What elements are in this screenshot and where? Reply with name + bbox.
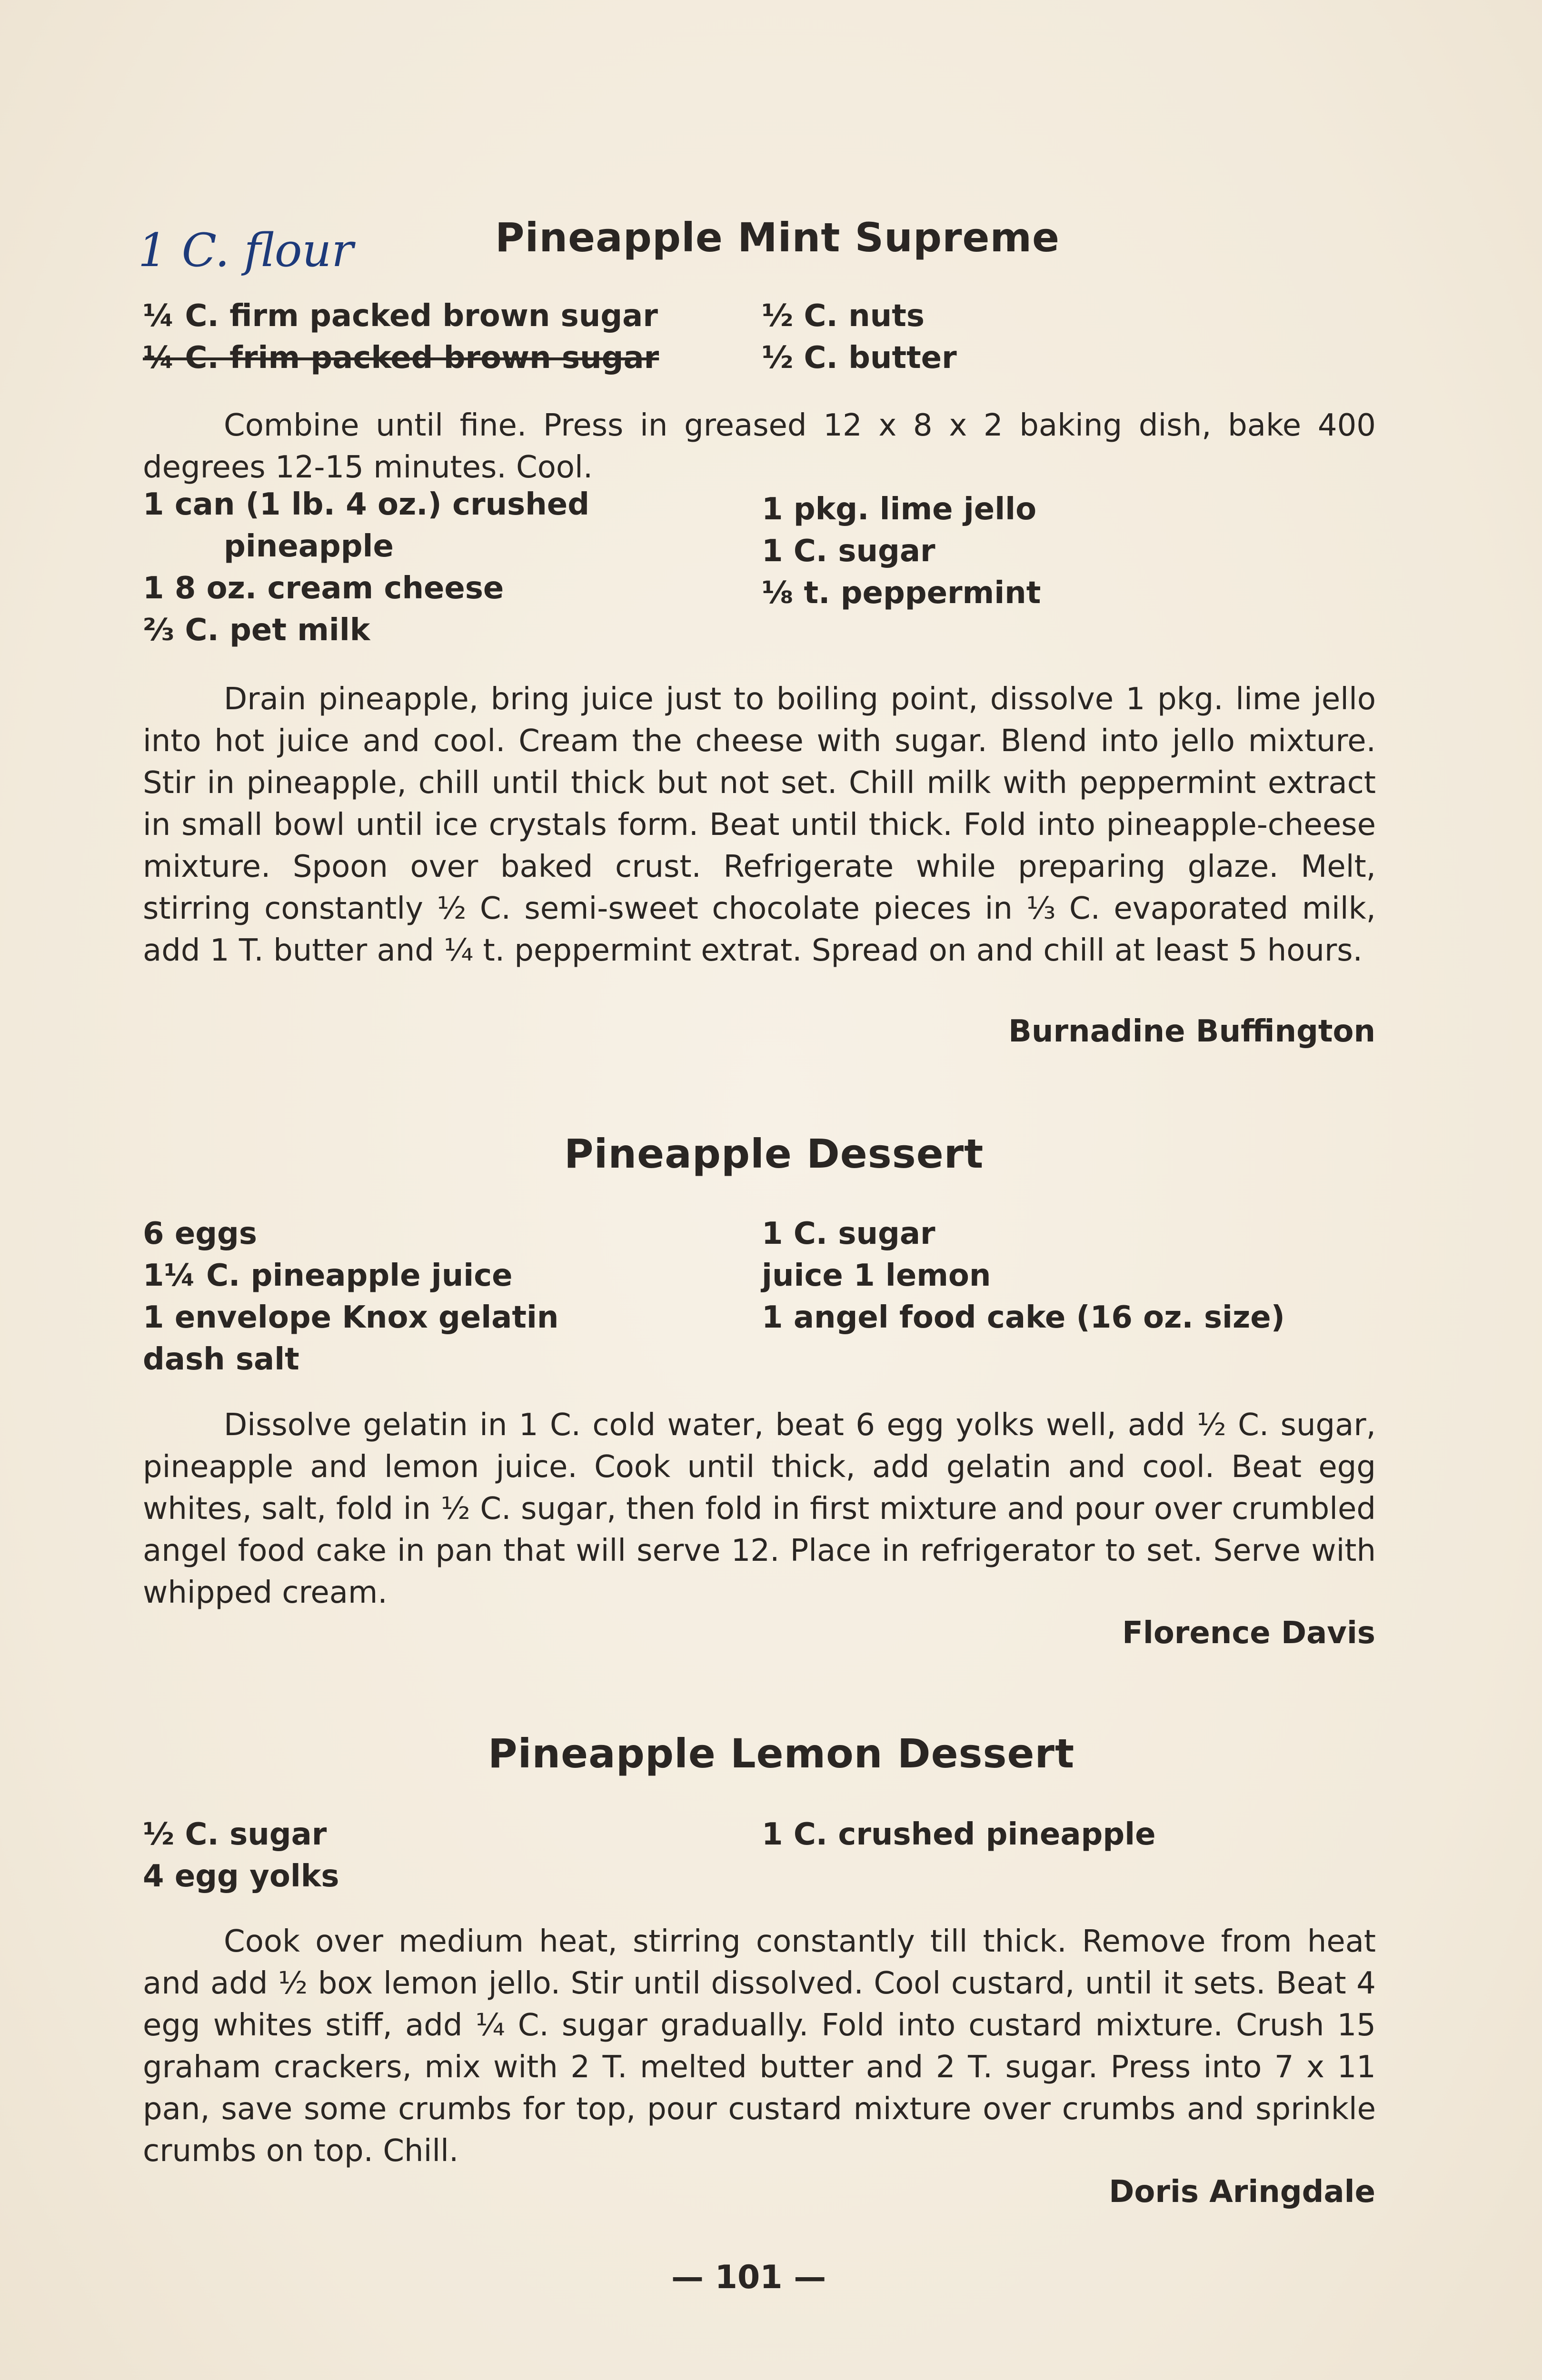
recipe-title: Pineapple Dessert — [564, 1130, 984, 1177]
ingredient: ⅛ t. peppermint — [762, 575, 1041, 611]
ingredient: 1 can (1 lb. 4 oz.) crushed — [143, 487, 589, 522]
instructions-paragraph: Combine until fine. Press in greased 12 x 8 x 2 baking dish, bake 400 degrees 12-15 minutes. Cool. — [143, 408, 1376, 485]
recipe-title: Pineapple Lemon Dessert — [488, 1730, 1075, 1777]
ingredient: 1 C. sugar — [762, 534, 935, 569]
instructions-paragraph: Cook over medium heat, stirring constantly till thick. Remove from heat and add ½ box lemon jello. Stir until dissolved. Cool custard, until it sets. Beat 4 egg whites stiff, add ¼ C. sugar gradually. Fold into custard mixture. Crush 15 graham crackers, mix with 2 T. melted butter and 2 T. sugar. Press into 7 x 11 pan, save some crumbs for top, pour custard mixture over crumbs and sprinkle crumbs on top. Chill. — [143, 1924, 1376, 2169]
instructions — [143, 405, 1376, 488]
instructions — [143, 1404, 1376, 1614]
ingredient: 1¼ C. pineapple juice — [143, 1258, 513, 1293]
ingredient: 4 egg yolks — [143, 1859, 339, 1894]
ingredient: pineapple — [224, 529, 394, 564]
recipe-author: Burnadine Buffington — [1008, 1014, 1375, 1049]
ingredient: juice 1 lemon — [762, 1258, 991, 1293]
instructions-paragraph: Drain pineapple, bring juice just to boiling point, dissolve 1 pkg. lime jello into hot juice and cool. Cream the cheese with sugar. Blend into jello mixture. Stir in pineapple, chill until thick but not set. Chill milk with peppermint extract in small bowl until ice crystals form. Beat until thick. Fold into pineapple-cheese mixture. Spoon over baked crust. Refrigerate while preparing glaze. Melt, stirring constantly ½ C. semi-sweet chocolate pieces in ⅓ C. evaporated milk, add 1 T. butter and ¼ t. peppermint extrat. Spread on and chill at least 5 hours. — [143, 682, 1376, 968]
ingredient: 1 pkg. lime jello — [762, 492, 1037, 527]
recipe-title: Pineapple Mint Supreme — [495, 214, 1060, 261]
ingredient: 1 8 oz. cream cheese — [143, 571, 504, 606]
instructions-paragraph: Dissolve gelatin in 1 C. cold water, beat 6 egg yolks well, add ½ C. sugar, pineapple and lemon juice. Cook until thick, add gelatin and cool. Beat egg whites, salt, fold in ½ C. sugar, then fold in first mixture and pour over crumbled angel food cake in pan that will serve 12. Place in refrigerator to set. Serve with whipped cream. — [143, 1408, 1376, 1610]
instructions — [143, 1921, 1376, 2172]
handwritten-note: 1 C. flour — [138, 224, 354, 277]
ingredient: 6 eggs — [143, 1216, 257, 1251]
ingredient-struck-out: ¼ C. frim packed brown sugar — [143, 340, 659, 376]
ingredient: dash salt — [143, 1342, 299, 1377]
ingredient: ¼ C. firm packed brown sugar — [143, 298, 658, 334]
recipe-author: Florence Davis — [1122, 1616, 1375, 1651]
ingredient: 1 C. sugar — [762, 1216, 935, 1251]
page-number: — 101 — — [671, 2259, 826, 2296]
instructions — [143, 678, 1376, 972]
ingredient: ⅔ C. pet milk — [143, 613, 370, 648]
recipe-author: Doris Aringdale — [1109, 2174, 1375, 2210]
ingredient: ½ C. butter — [762, 340, 957, 376]
ingredient: ½ C. nuts — [762, 298, 925, 334]
ingredient: 1 C. crushed pineapple — [762, 1817, 1156, 1852]
ingredient: ½ C. sugar — [143, 1817, 327, 1852]
ingredient: 1 angel food cake (16 oz. size) — [762, 1300, 1285, 1335]
ingredient: 1 envelope Knox gelatin — [143, 1300, 559, 1335]
